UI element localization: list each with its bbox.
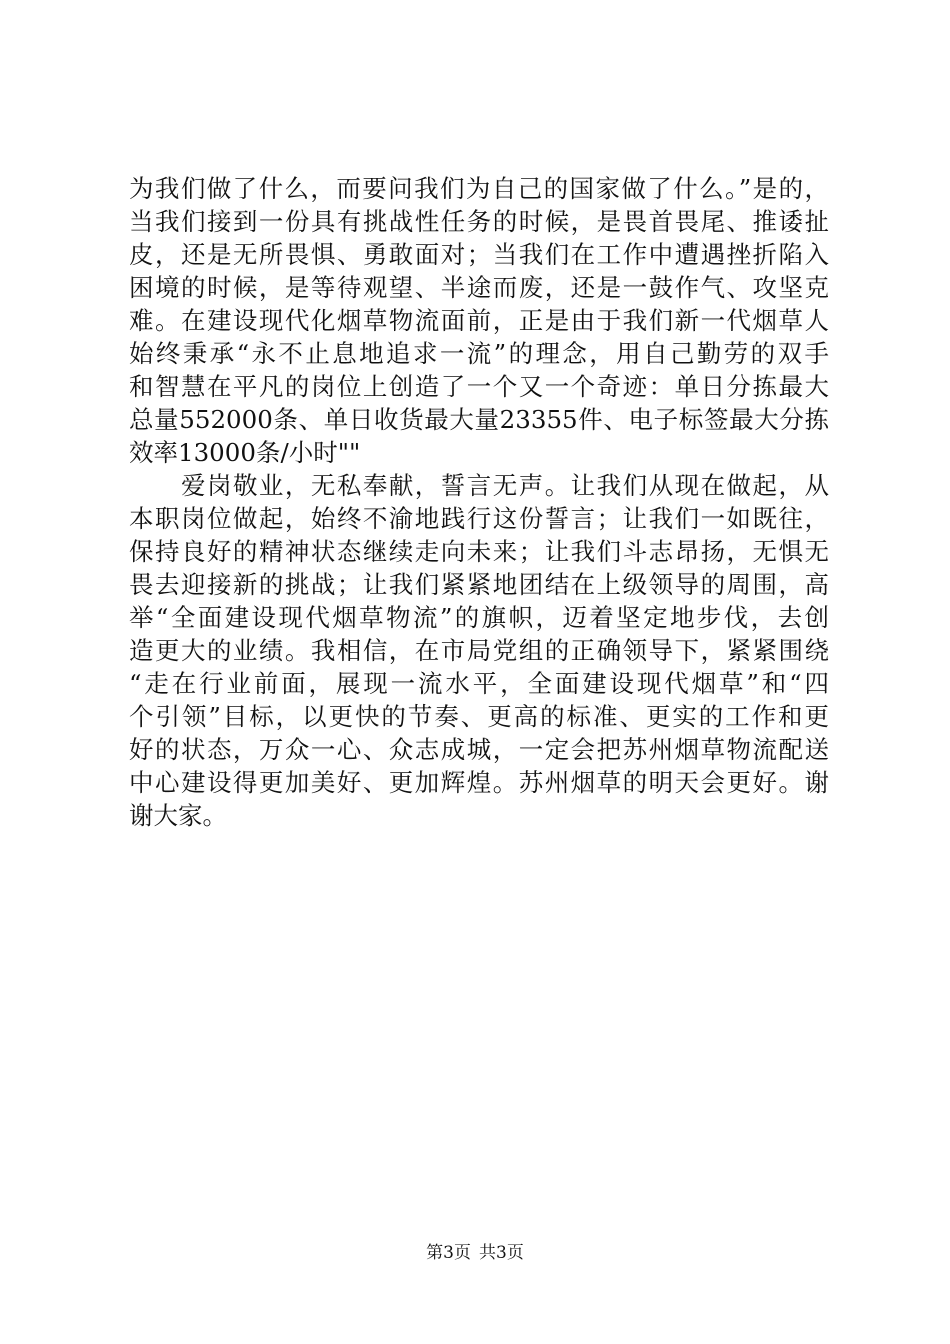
text-line: 举“全面建设现代烟草物流”的旗帜，迈着坚定地步伐，去创 [129,603,829,632]
text-line: 谢大家。 [129,801,227,830]
text-line: 始终秉承“永不止息地追求一流”的理念，用自己勤劳的双手 [129,339,829,368]
text-line: 本职岗位做起，始终不渝地践行这份誓言；让我们一如既往， [129,504,829,533]
text-line: 困境的时候，是等待观望、半途而废，还是一鼓作气、攻坚克 [129,273,829,302]
paragraph-1 [129,172,829,469]
document-body [129,172,829,832]
text-line: 保持良好的精神状态继续走向未来；让我们斗志昂扬，无惧无 [129,537,829,566]
text-line: 造更大的业绩。我相信，在市局党组的正确领导下，紧紧围绕 [129,636,829,665]
text-line: 爱岗敬业，无私奉献，誓言无声。让我们从现在做起，从 [181,471,829,500]
text-line: 畏去迎接新的挑战；让我们紧紧地团结在上级领导的周围，高 [129,570,829,599]
text-line: “走在行业前面，展现一流水平，全面建设现代烟草”和“四 [129,669,829,698]
page-total: 共3页 [479,1243,524,1263]
text-line: 和智慧在平凡的岗位上创造了一个又一个奇迹：单日分拣最大 [129,372,829,401]
text-line: 皮，还是无所畏惧、勇敢面对；当我们在工作中遭遇挫折陷入 [129,240,829,269]
text-line: 当我们接到一份具有挑战性任务的时候，是畏首畏尾、推诿扯 [129,207,829,236]
text-line: 为我们做了什么，而要问我们为自己的国家做了什么。”是的， [129,174,829,203]
text-line: 效率13000条/小时"" [129,438,361,467]
page-number: 第3页 [426,1243,471,1263]
paragraph-2 [129,469,829,832]
text-line: 好的状态，万众一心、众志成城，一定会把苏州烟草物流配送 [129,735,829,764]
page-footer [0,1242,950,1264]
text-line: 中心建设得更加美好、更加辉煌。苏州烟草的明天会更好。谢 [129,768,829,797]
text-line: 个引领”目标，以更快的节奏、更高的标准、更实的工作和更 [129,702,829,731]
text-line: 总量552000条、单日收货最大量23355件、电子标签最大分拣 [129,405,829,434]
text-line: 难。在建设现代化烟草物流面前，正是由于我们新一代烟草人 [129,306,829,335]
